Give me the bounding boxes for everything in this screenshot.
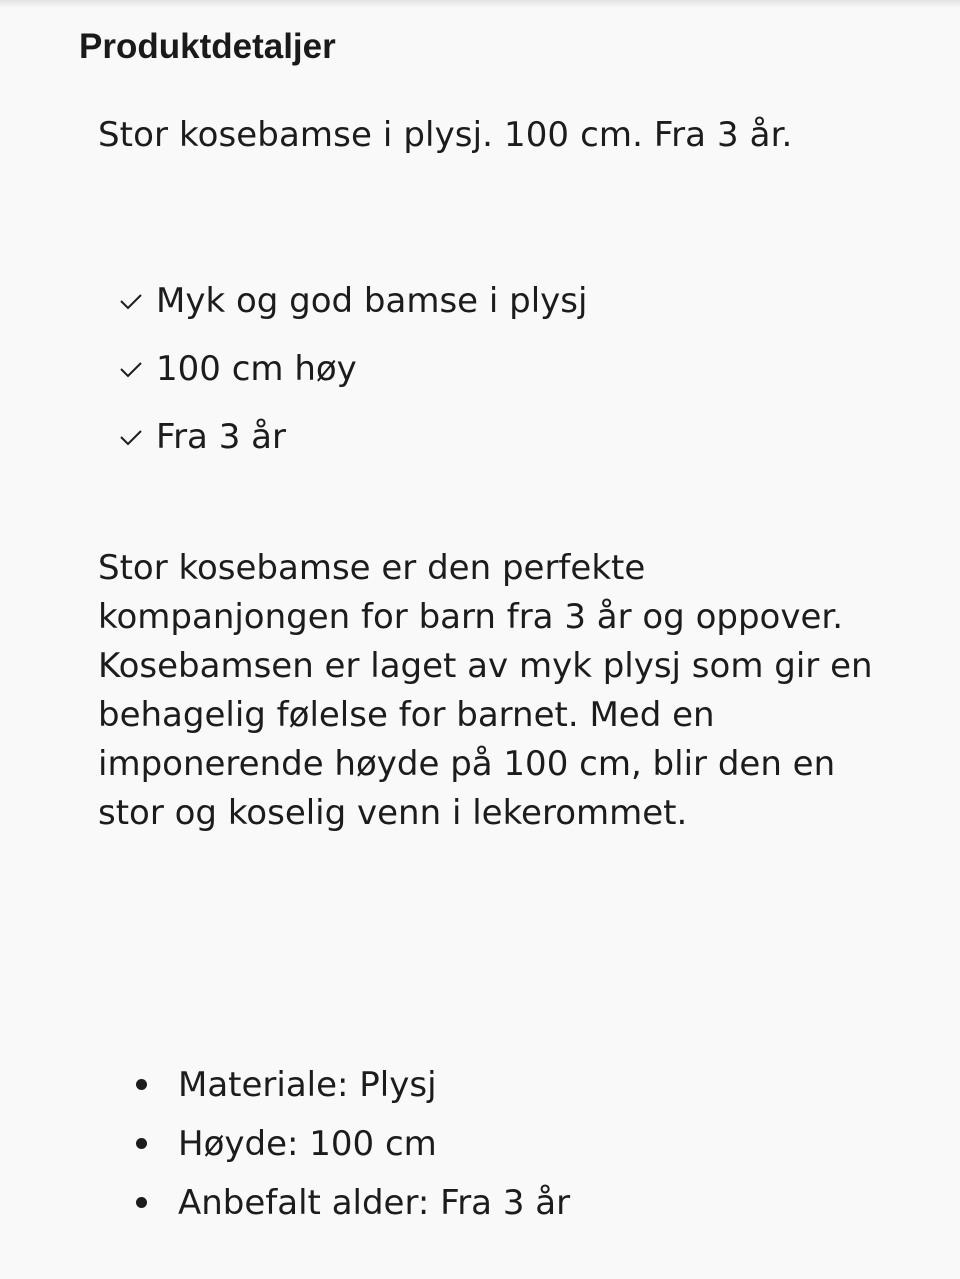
spec-item bbox=[136, 1055, 570, 1114]
spec-text: Anbefalt alder: Fra 3 år bbox=[178, 1182, 571, 1223]
check-icon bbox=[118, 291, 144, 311]
bullet-icon bbox=[136, 1197, 147, 1208]
check-icon bbox=[118, 427, 144, 447]
feature-text: Myk og god bamse i plysj bbox=[156, 281, 588, 321]
product-summary: Stor kosebamse i plysj. 100 cm. Fra 3 år. bbox=[98, 115, 793, 155]
feature-item bbox=[118, 335, 587, 403]
top-shadow bbox=[0, 0, 960, 8]
spec-text: Høyde: 100 cm bbox=[178, 1123, 437, 1164]
bullet-icon bbox=[136, 1138, 147, 1149]
bullet-icon bbox=[136, 1079, 147, 1090]
spec-item bbox=[136, 1173, 570, 1232]
check-icon bbox=[118, 359, 144, 379]
spec-list bbox=[136, 1055, 570, 1232]
section-title: Produktdetaljer bbox=[79, 27, 336, 66]
feature-text: 100 cm høy bbox=[156, 349, 357, 389]
feature-item bbox=[118, 267, 587, 335]
feature-item bbox=[118, 403, 587, 471]
spec-item bbox=[136, 1114, 570, 1173]
feature-list bbox=[118, 267, 587, 471]
description-paragraph: Stor kosebamse er den perfekte kompanjongen for barn fra 3 år og oppover. bbox=[98, 548, 844, 637]
product-description bbox=[98, 544, 898, 838]
feature-text: Fra 3 år bbox=[156, 417, 286, 457]
description-paragraph: Kosebamsen er laget av myk plysj som gir en behagelig følelse for barnet. Med en imponerende høyde på 100 cm, blir den en stor og koselig venn i lekerommet. bbox=[98, 646, 873, 833]
spec-text: Materiale: Plysj bbox=[178, 1064, 437, 1105]
